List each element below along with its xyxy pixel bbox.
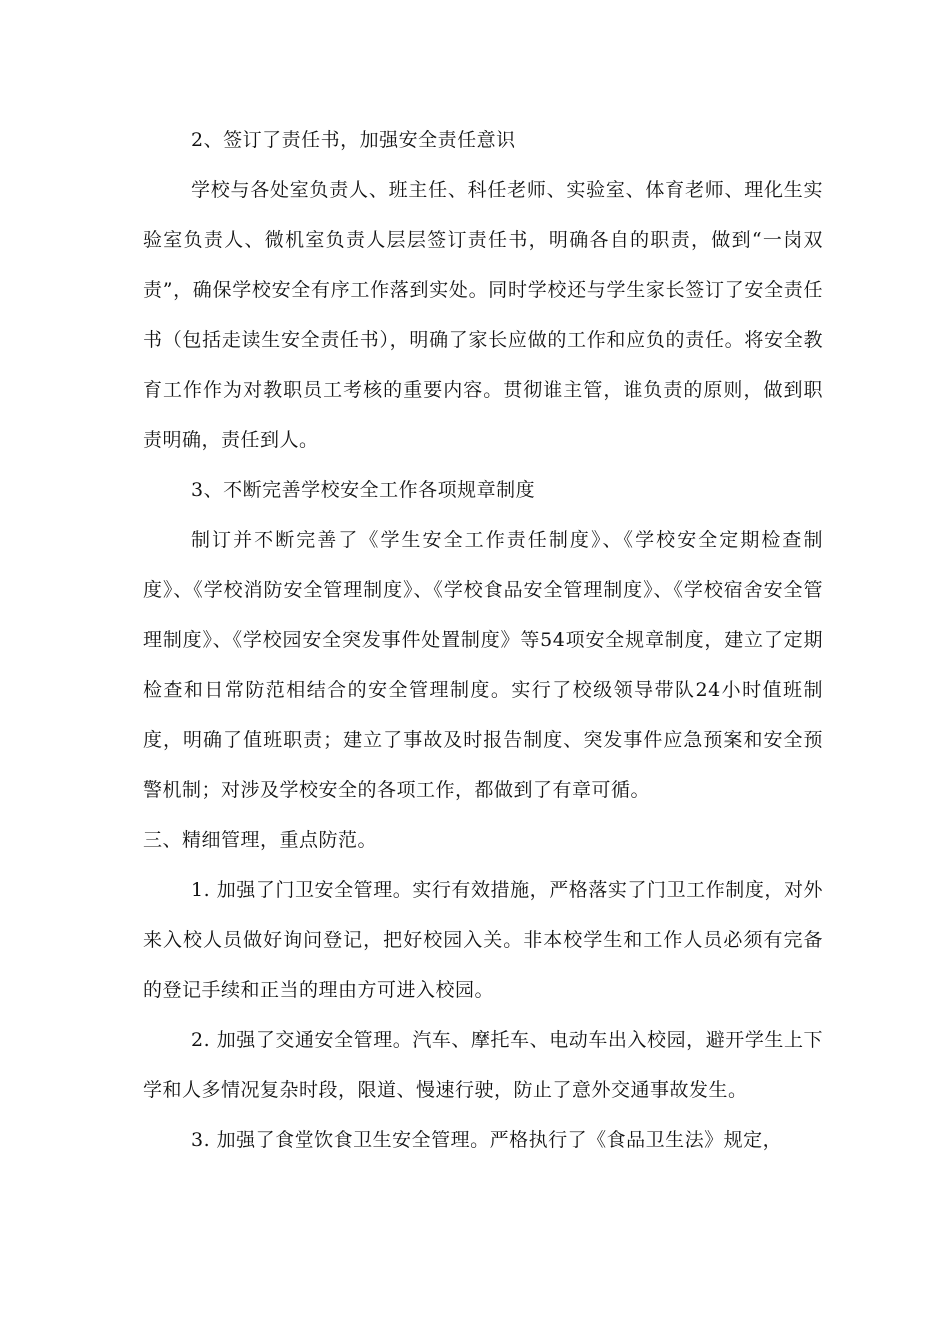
heading-responsibility-letter: 2、签订了责任书，加强安全责任意识: [191, 129, 516, 151]
paragraph-canteen-safety: 3. 加强了食堂饮食卫生安全管理。严格执行了《食品卫生法》规定，: [191, 1129, 783, 1151]
heading-rules-system: 3、不断完善学校安全工作各项规章制度: [191, 479, 536, 501]
paragraph-traffic-safety: 2. 加强了交通安全管理。汽车、摩托车、电动车出入校园，避开学生上下学和人多情况复杂时段，限道、慢速行驶，防止了意外交通事故发生。: [143, 1029, 823, 1101]
document-body: [143, 115, 823, 1165]
paragraph-gate-security: 1. 加强了门卫安全管理。实行有效措施，严格落实了门卫工作制度，对外来入校人员做好询问登记，把好校园入关。非本校学生和工作人员必须有完备的登记手续和正当的理由方可进入校园。: [143, 879, 823, 1001]
paragraph-responsibility-letter: 学校与各处室负责人、班主任、科任老师、实验室、体育老师、理化生实验室负责人、微机室负责人层层签订责任书，明确各自的职责，做到“一岗双责”，确保学校安全有序工作落到实处。同时学校还与学生家长签订了安全责任书（包括走读生安全责任书），明确了家长应做的工作和应负的责任。将安全教育工作作为对教职员工考核的重要内容。贯彻谁主管，谁负责的原则，做到职责明确，责任到人。: [143, 179, 823, 451]
paragraph-rules-system: 制订并不断完善了《学生安全工作责任制度》、《学校安全定期检查制度》、《学校消防安全管理制度》、《学校食品安全管理制度》、《学校宿舍安全管理制度》、《学校园安全突发事件处置制度》等54项安全规章制度，建立了定期检查和日常防范相结合的安全管理制度。实行了校级领导带队24小时值班制度，明确了值班职责；建立了事故及时报告制度、突发事件应急预案和安全预警机制；对涉及学校安全的各项工作，都做到了有章可循。: [143, 529, 823, 801]
heading-section-three: 三、精细管理，重点防范。: [143, 829, 378, 851]
